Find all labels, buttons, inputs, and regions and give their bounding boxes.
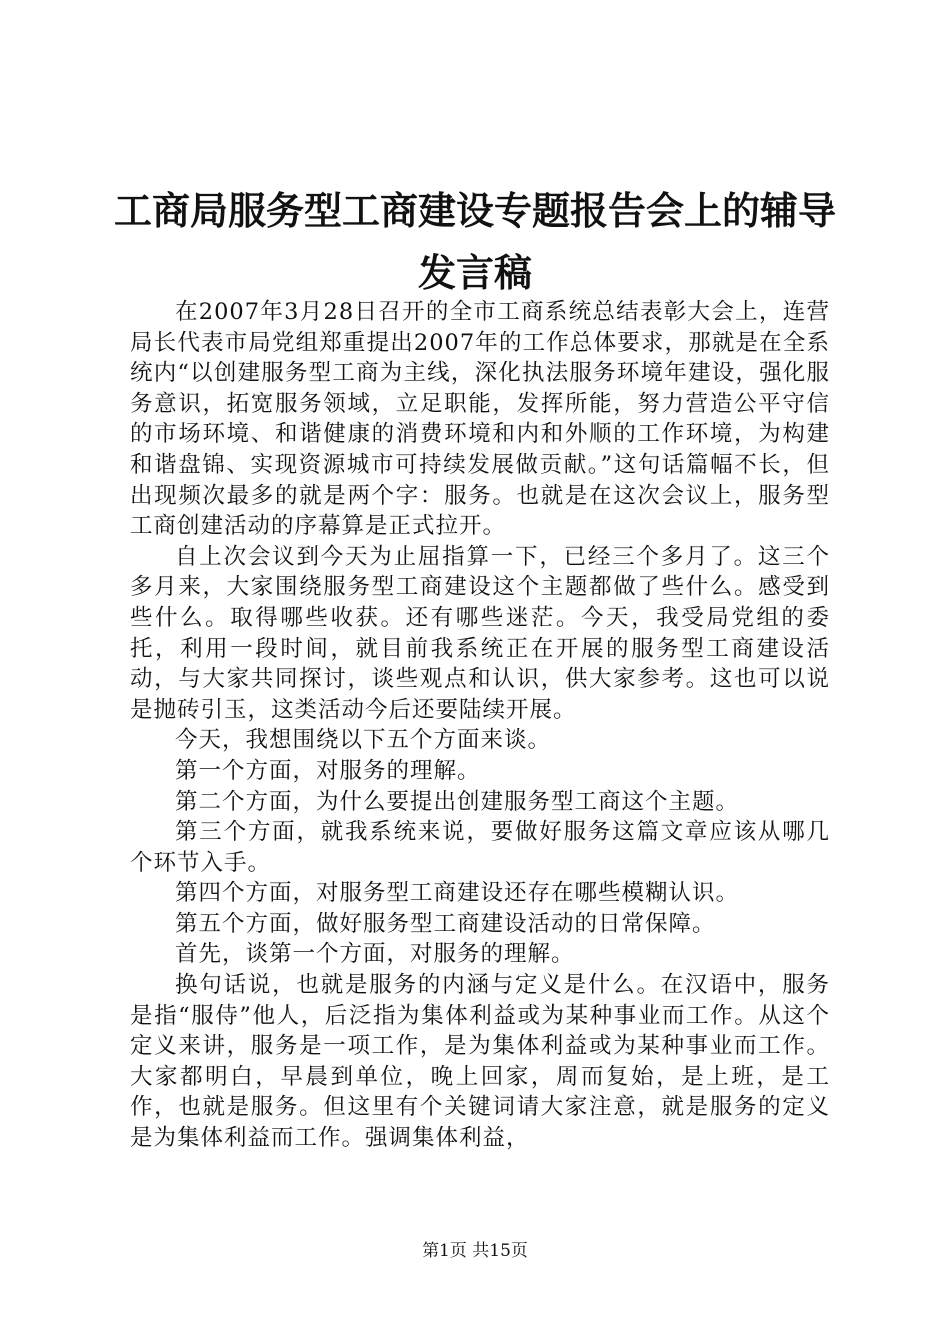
paragraph-9: 首先，谈第一个方面，对服务的理解。 [175, 941, 575, 968]
page-number-footer: 第1页 共15页 [422, 1241, 528, 1261]
paragraph-6: 第三个方面，就我系统来说，要做好服务这篇文章应该从哪几个环节入手。 [130, 819, 830, 876]
paragraph-2: 自上次会议到今天为止屈指算一下，已经三个多月了。这三个多月来，大家围绕服务型工商建设这个主题都做了些什么。感受到些什么。取得哪些收获。还有哪些迷茫。今天，我受局党组的委托，利用一段时间，就目前我系统正在开展的服务型工商建设活动，与大家共同探讨，谈些观点和认识，供大家参考。这也可以说是抛砖引玉，这类活动今后还要陆续开展。 [130, 543, 830, 723]
paragraph-4: 第一个方面，对服务的理解。 [175, 757, 481, 784]
document-body [130, 297, 830, 1154]
paragraph-3: 今天，我想围绕以下五个方面来谈。 [175, 727, 552, 754]
paragraph-8: 第五个方面，做好服务型工商建设活动的日常保障。 [175, 910, 716, 937]
paragraph-10: 换句话说，也就是服务的内涵与定义是什么。在汉语中，服务是指“服侍”他人，后泛指为集体利益或为某种事业而工作。从这个定义来讲，服务是一项工作，是为集体利益或为某种事业而工作。大家都明白，早晨到单位，晚上回家，周而复始，是上班，是工作，也就是服务。但这里有个关键词请大家注意，就是服务的定义是为集体利益而工作。强调集体利益， [130, 972, 830, 1152]
paragraph-7: 第四个方面，对服务型工商建设还存在哪些模糊认识。 [175, 880, 740, 907]
paragraph-5: 第二个方面，为什么要提出创建服务型工商这个主题。 [175, 788, 740, 815]
paragraph-1: 在2007年3月28日召开的全市工商系统总结表彰大会上，连营局长代表市局党组郑重提出2007年的工作总体要求，那就是在全系统内“以创建服务型工商为主线，深化执法服务环境年建设，强化服务意识，拓宽服务领域，立足职能，发挥所能，努力营造公平守信的市场环境、和谐健康的消费环境和内和外顺的工作环境，为构建和谐盘锦、实现资源城市可持续发展做贡献。”这句话篇幅不长，但出现频次最多的就是两个字：服务。也就是在这次会议上，服务型工商创建活动的序幕算是正式拉开。 [130, 299, 830, 540]
document-title: 工商局服务型工商建设专题报告会上的辅导发言稿 [113, 188, 836, 295]
